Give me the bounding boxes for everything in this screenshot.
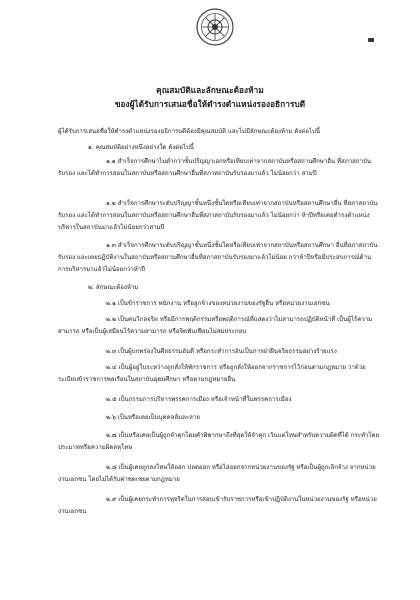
section2-item-5: ๒.๕ เป็นกรรมการบริหารพรรคการเมือง หรือเจ้าหน้าที่ในพรรคการเมือง (106, 396, 292, 403)
section1-item-3: ๑.๓ สำเร็จการศึกษาระดับปริญญาชั้นหนึ่งชั้นใดหรือเทียบเท่าจากสถาบันหรือสถานศึกษา อื่นที่สภาสถาบันรับรอง และเคยปฏิบัติงานในสถาบันหรือสถานศึกษาอื่นที่สภาสถาบันรับรองมาแล้วไม่น้อย กว่าห้าปีหรือมีประสบการณ์ด้านการบริหารมาแล้วไม่น้อยกว่าห้าปี (58, 242, 378, 273)
section2-item-9: ๒.๙ เป็นผู้เคยกระทำการทุจริตในการสอบเข้ารับราชการหรือเข้าปฏิบัติงานในหน่วยงานของรัฐ หรือหน่วยงานเอกชน (58, 496, 377, 515)
institution-seal-logo (196, 8, 234, 46)
section2-item-4: ๒.๔ เป็นผู้อยู่ในระหว่างถูกสั่งให้พักราชการ หรือถูกสั่งให้ออกจากราชการไว้ก่อนตามกฎหมาย ว่าด้วยระเบียบข้าราชการพลเรือนในสถาบันอุดมศึกษา หรือตามกฎหมายอื่น (58, 364, 366, 383)
section1-heading: ๑. คุณสมบัติอย่างหนึ่งอย่างใด ดังต่อไปนี้ (88, 144, 194, 151)
document-subtitle: ของผู้ได้รับการเสนอชื่อให้ดำรงตำแหน่งรองอธิการบดี (114, 99, 306, 109)
section2-item-6: ๒.๖ เป็นหรือเคยเป็นบุคคลล้มละลาย (106, 414, 200, 421)
section1-item-1: ๑.๑ สำเร็จการศึกษาไม่ต่ำกว่าชั้นปริญญาเอกหรือเทียบเท่าจากสถาบันหรือสถานศึกษาอื่น ที่สภาสถาบันรับรอง และได้ทำการสอนในสถาบันหรือสถานศึกษาอื่นที่สภาสถาบันรับรองมาแล้ว ไม่น้อยกว่า สามปี (58, 158, 372, 177)
page-mark (368, 38, 374, 42)
section2-item-1: ๒.๑ เป็นข้าราชการ พนักงาน หรือลูกจ้างของหน่วยงานของรัฐอื่น หรือหน่วยงานเอกชน (106, 300, 330, 307)
section2-heading: ๒. ลักษณะต้องห้าม (88, 284, 139, 291)
section2-item-2: ๒.๒ เป็นคนวิกลจริต หรือมีการพฤติกรรมหรือพฤติการณ์ที่แสดงว่าไม่สามารถปฏิบัติหน้าที่ เป็นผู้ไร้ความสามารถ หรือเป็นผู้เสมือนไร้ความสามารถ หรือจิตฟั่นเฟือนไม่สมประกอบ (58, 316, 373, 335)
section2-item-8: ๒.๘ เป็นผู้เคยถูกลงโทษให้ออก ปลดออก หรือไล่ออกจากหน่วยงานของรัฐ หรือเป็นผู้ถูกเลิกจ้าง จากหน่วยงานเอกชน โดยไม่ได้รับค่าชดเชยตามกฎหมาย (58, 464, 376, 483)
section2-item-3: ๒.๓ เป็นผู้บกพร่องในศีลธรรมอันดี หรือกระทำการอันเป็นการฝ่าฝืนจริยธรรมอย่างร้ายแรง (106, 348, 337, 355)
intro-paragraph: ผู้ได้รับการเสนอชื่อให้ดำรงตำแหน่งรองอธิการบดีต้องมีคุณสมบัติ และไม่มีลักษณะต้องห้าม ดังต่อไปนี้ (58, 128, 320, 135)
section1-item-2: ๑.๒ สำเร็จการศึกษาระดับปริญญาชั้นหนึ่งชั้นใดหรือเทียบเท่าจากสถาบันหรือสถานศึกษาอื่น ที่สภาสถาบันรับรอง และได้ทำการสอนในสถาบันหรือสถานศึกษาอื่นที่สภาสถาบันรับรองมาแล้ว ไม่น้อยกว่า ห้าปีหรือเคยดำรงตำแหน่งบริหารในสถาบันมาแล้วไม่น้อยกว่าสามปี (58, 200, 378, 231)
document-title: คุณสมบัติและลักษณะต้องห้าม (156, 85, 264, 95)
section2-item-7: ๒.๗ เป็นหรือเคยเป็นผู้ถูกจำคุกโดยคำพิพากษาถึงที่สุดให้จำคุก เว้นแต่โทษสำหรับความผิดที่ได้ กระทำโดยประมาทหรือความผิดลหุโทษ (58, 432, 380, 451)
